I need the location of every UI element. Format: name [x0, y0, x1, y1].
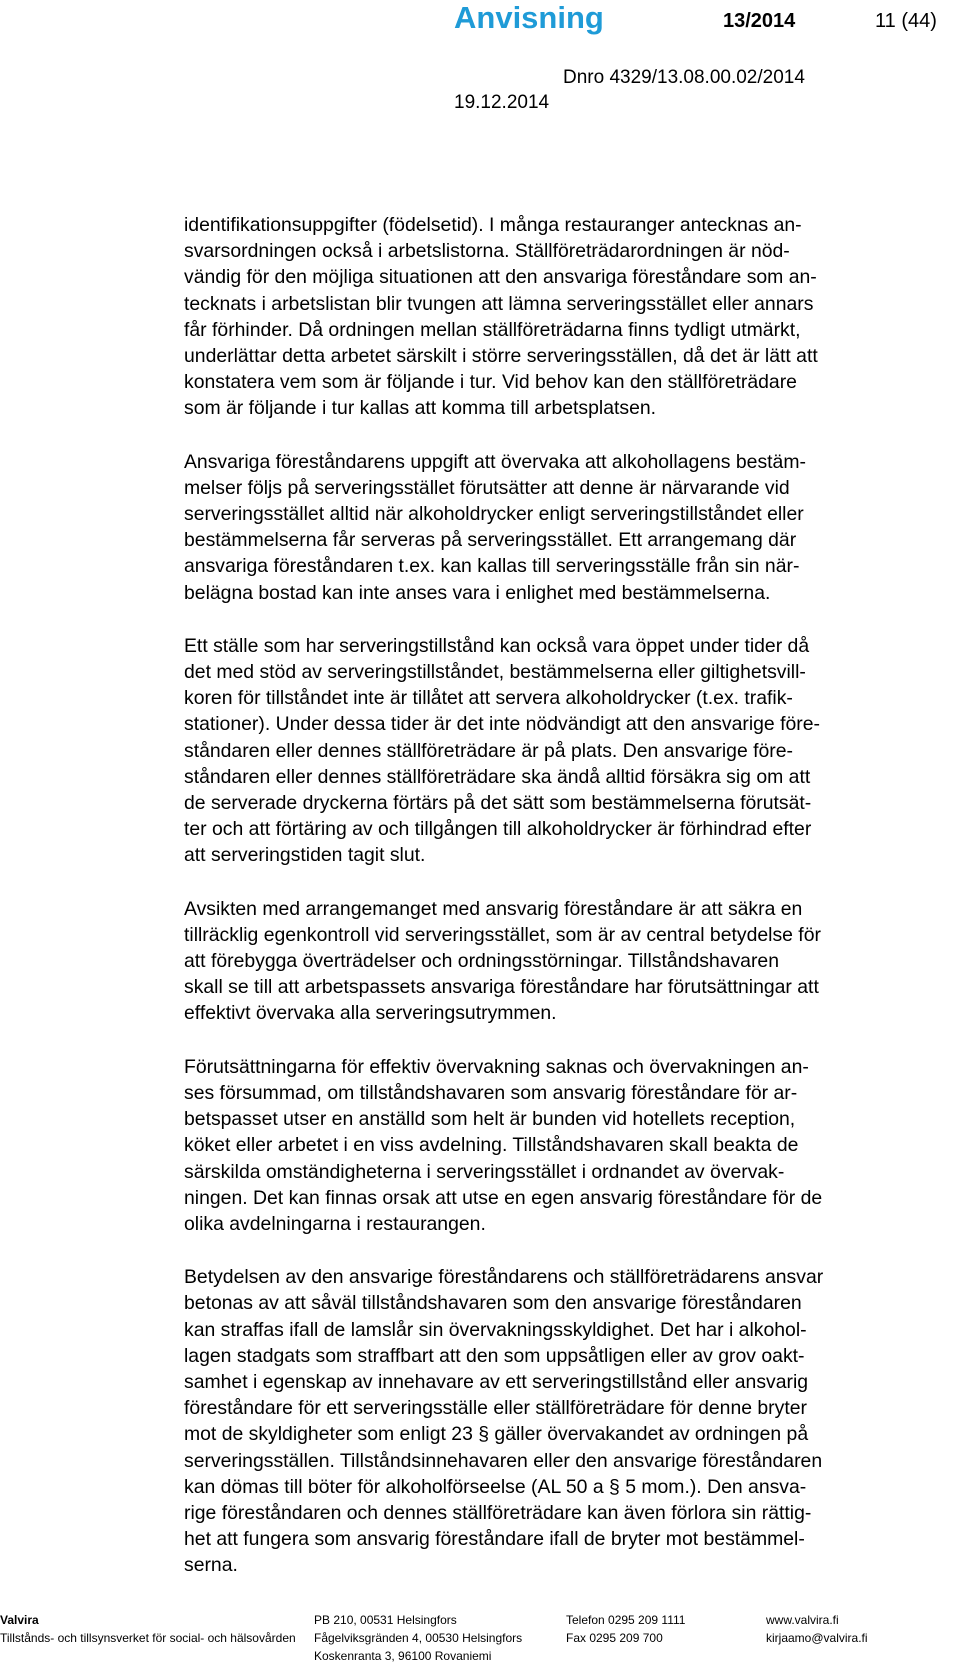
paragraph-line: att förebygga överträdelser och ordningsstörningar. Tillståndshavaren	[184, 950, 779, 973]
paragraph-line: serna.	[184, 1554, 238, 1577]
body-paragraph	[184, 449, 949, 606]
paragraph-line: skall se till att arbetspassets ansvariga föreståndare har förutsättningar att	[184, 976, 819, 999]
paragraph-line: föreståndare för ett serveringsställe eller ställföreträdare för denne bryter	[184, 1397, 807, 1420]
paragraph-line: ansvariga föreståndaren t.ex. kan kallas till serveringsställe från sin när-	[184, 555, 800, 578]
paragraph-line: Ett ställe som har serveringstillstånd kan också vara öppet under tider då	[184, 634, 810, 657]
paragraph-line: Ansvariga föreståndarens uppgift att övervaka att alkohollagens bestäm-	[184, 450, 806, 473]
body-paragraph	[184, 896, 949, 1027]
footer-org-name: Valvira	[0, 1613, 39, 1627]
paragraph-line: betonas av att såväl tillståndshavaren som den ansvarige föreståndaren	[184, 1292, 802, 1315]
footer-email-link[interactable]: kirjaamo@valvira.fi	[766, 1631, 868, 1645]
footer-fax: Fax 0295 209 700	[566, 1631, 663, 1645]
paragraph-line: betspasset utser en anställd som helt är bunden vid hotellets reception,	[184, 1108, 796, 1131]
paragraph-line: melser följs på serveringsstället förutsätter att denne är närvarande vid	[184, 476, 790, 499]
paragraph-line: som är följande i tur kallas att komma till arbetsplatsen.	[184, 397, 657, 420]
body-paragraph	[184, 1264, 949, 1578]
paragraph-line: tillräcklig egenkontroll vid serveringsstället, som är av central betydelse för	[184, 923, 821, 946]
paragraph-line: ståndaren eller dennes ställföreträdare är på plats. Den ansvarige före-	[184, 739, 793, 762]
paragraph-line: köket eller arbetet i en viss avdelning. Tillståndshavaren skall beakta de	[184, 1134, 799, 1157]
paragraph-line: samhet i egenskap av innehavare av ett serveringstillstånd eller ansvarig	[184, 1370, 809, 1393]
footer-phone-fax	[566, 1611, 685, 1647]
paragraph-line: att serveringstiden tagit slut.	[184, 844, 426, 867]
paragraph-line: det med stöd av serveringstillståndet, bestämmelserna eller giltighetsvill-	[184, 661, 806, 684]
paragraph-line: kan straffas ifall de lamslår sin övervakningsskyldighet. Det har i alkohol-	[184, 1318, 807, 1341]
paragraph-line: Avsikten med arrangemanget med ansvarig föreståndare är att säkra en	[184, 897, 803, 920]
paragraph-line: ter och att förtäring av och tillgången till alkoholdrycker är förhindrad efter	[184, 818, 812, 841]
footer-address-po-box: PB 210, 00531 Helsingfors	[314, 1613, 457, 1627]
page-footer	[0, 1611, 960, 1667]
document-date: 19.12.2014	[454, 92, 550, 113]
footer-website-link[interactable]: www.valvira.fi	[766, 1613, 839, 1627]
paragraph-line: vändig för den möjliga situationen att den ansvariga föreståndare som an-	[184, 266, 817, 289]
footer-org-full-name: Tillstånds- och tillsynsverket för social- och hälsovården	[0, 1631, 296, 1645]
paragraph-line: bestämmelserna får serveras på serveringsstället. Ett arrangemang där	[184, 529, 797, 552]
paragraph-line: tecknats i arbetslistan blir tvungen att lämna serveringsstället eller annars	[184, 292, 814, 315]
paragraph-line: de serverade dryckerna förtärs på det sätt som bestämmelserna förutsät-	[184, 792, 812, 815]
paragraph-line: serveringsstället alltid när alkoholdrycker enligt serveringstillståndet eller	[184, 503, 804, 526]
document-type-title: Anvisning	[454, 0, 604, 35]
body-paragraph	[184, 1054, 949, 1237]
paragraph-line: lagen stadgats som straffbart att den som uppsåtligen eller av grov oakt-	[184, 1344, 805, 1367]
paragraph-line: identifikationsuppgifter (födelsetid). I många restauranger antecknas an-	[184, 214, 802, 236]
diary-number: Dnro 4329/13.08.00.02/2014	[563, 67, 805, 88]
body-paragraph	[184, 212, 949, 422]
issue-number: 13/2014	[723, 10, 796, 32]
paragraph-line: serveringsställen. Tillståndsinnehavaren eller den ansvarige föreståndaren	[184, 1449, 823, 1472]
paragraph-line: Betydelsen av den ansvarige föreståndarens och ställföreträdarens ansvar	[184, 1266, 824, 1289]
page-number: 11 (44)	[875, 10, 937, 32]
footer-address-helsinki: Fågelviksgränden 4, 00530 Helsingfors	[314, 1631, 523, 1645]
paragraph-line: het att fungera som ansvarig föreståndare ifall de bryter mot bestämmel-	[184, 1528, 805, 1551]
footer-address-rovaniemi: Koskenranta 3, 96100 Rovaniemi	[314, 1649, 492, 1663]
paragraph-line: konstatera vem som är följande i tur. Vid behov kan den ställföreträdare	[184, 371, 797, 394]
paragraph-line: underlättar detta arbetet särskilt i större serveringsställen, då det är lätt att	[184, 345, 818, 368]
body-paragraph	[184, 633, 949, 869]
paragraph-line: effektivt övervaka alla serveringsutrymmen.	[184, 1002, 557, 1025]
paragraph-line: kan dömas till böter för alkoholförseelse (AL 50 a § 5 mom.). Den ansva-	[184, 1475, 807, 1498]
paragraph-line: ningen. Det kan finnas orsak att utse en egen ansvarig föreståndare för de	[184, 1186, 823, 1209]
paragraph-line: särskilda omständigheterna i serveringsstället i ordnandet av övervak-	[184, 1160, 785, 1183]
paragraph-line: belägna bostad kan inte anses vara i enlighet med bestämmelserna.	[184, 581, 771, 604]
paragraph-line: Förutsättningarna för effektiv övervakning saknas och övervakningen an-	[184, 1055, 809, 1078]
paragraph-line: får förhinder. Då ordningen mellan ställföreträdarna finns tydligt utmärkt,	[184, 318, 801, 341]
footer-addresses	[314, 1611, 522, 1665]
paragraph-line: koren för tillståndet inte är tillåtet att servera alkoholdrycker (t.ex. trafik-	[184, 687, 793, 710]
paragraph-line: mot de skyldigheter som enligt 23 § gäller övervakandet av ordningen på	[184, 1423, 809, 1446]
paragraph-line: svarsordningen också i arbetslistorna. Ställföreträdarordningen är nöd-	[184, 240, 790, 263]
paragraph-line: olika avdelningarna i restaurangen.	[184, 1212, 486, 1235]
footer-phone: Telefon 0295 209 1111	[566, 1613, 686, 1627]
paragraph-line: ses försummad, om tillståndshavaren som ansvarig föreståndare för ar-	[184, 1081, 798, 1104]
paragraph-line: ståndaren eller dennes ställföreträdare ska ändå alltid försäkra sig om att	[184, 765, 811, 788]
footer-organization	[0, 1611, 296, 1647]
paragraph-line: stationer). Under dessa tider är det inte nödvändigt att den ansvarige före-	[184, 713, 820, 736]
document-body	[184, 212, 949, 1606]
paragraph-line: rige föreståndaren och dennes ställföreträdare kan även förlora sin rättig-	[184, 1501, 812, 1524]
footer-web-email	[766, 1611, 868, 1647]
